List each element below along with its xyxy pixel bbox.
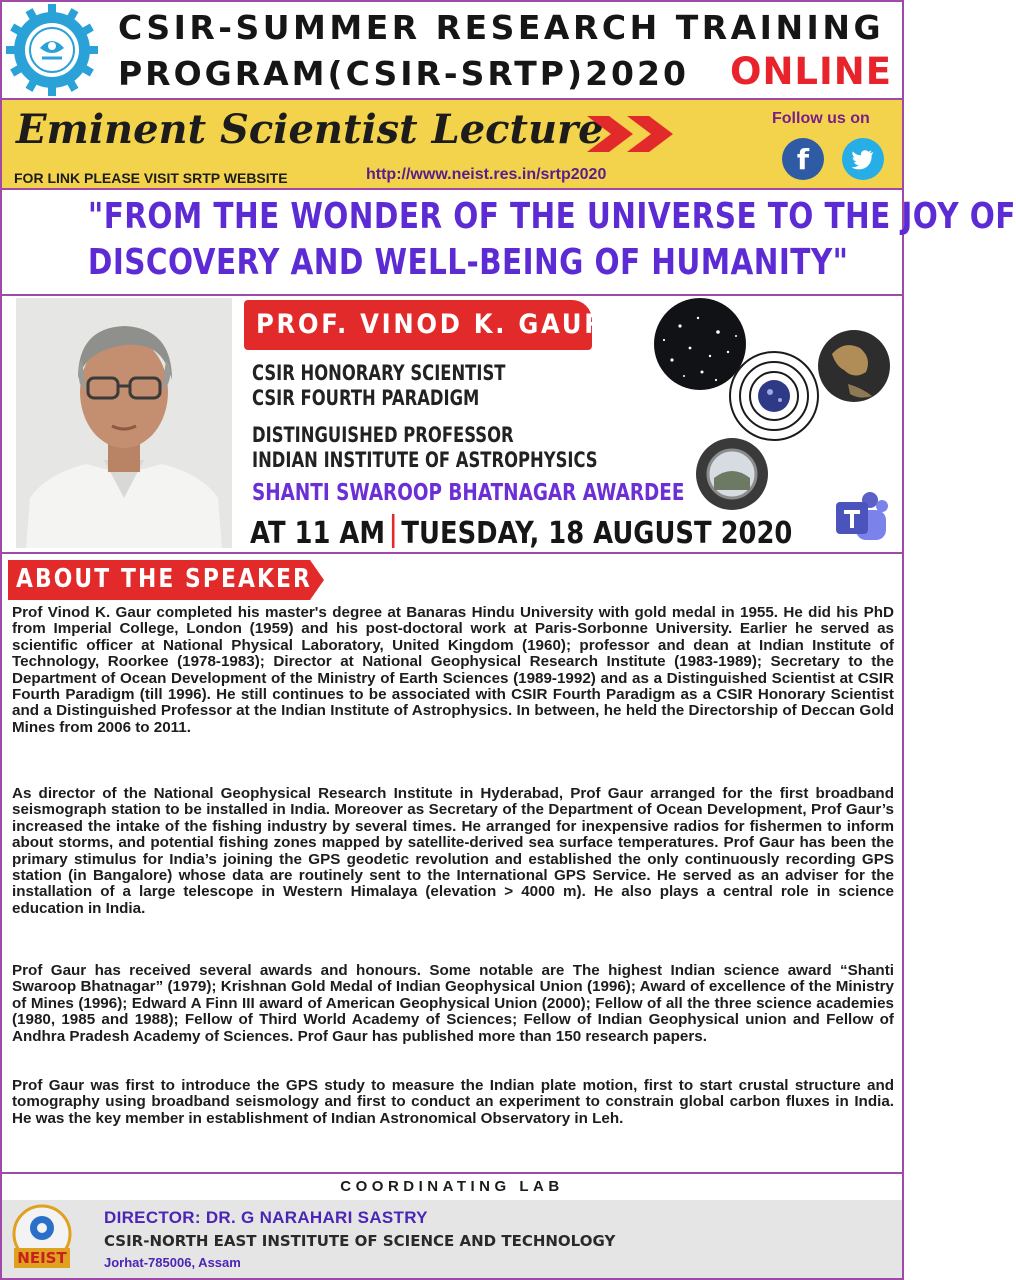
lecture-title-line2: DISCOVERY AND WELL-BEING OF HUMANITY" bbox=[87, 242, 849, 283]
coordinating-lab-label: COORDINATING LAB bbox=[340, 1178, 564, 1195]
speaker-role: DISTINGUISHED PROFESSOR bbox=[252, 423, 514, 447]
speaker-role: CSIR HONORARY SCIENTIST bbox=[252, 361, 506, 385]
program-title-line2: PROGRAM(CSIR-SRTP)2020 bbox=[118, 54, 689, 93]
divider bbox=[2, 1172, 902, 1174]
bio-paragraph: As director of the National Geophysical Research Institute in Hyderabad, Prof Gaur arranged for the first broadband seismograph station to be installed in India. Moreover as Secretary of the Department of Ocean Development, Prof Gaur’s increased the intake of the fishing industry by several times. He arranged for inexpensive radios for fishermen to inform about storms, and potential fishing zones mapped by satellite-derived sea surface temperatures. Prof Gaur has been the primary stimulus for India’s joining the GPS geodetic revolution and established the only continuously recording GPS station (in Bangalore) whose data are routinely sent to the International GPS Service. He served as an adviser for the installation of a large telescope in Western Himalaya (elevation > 4000 m). He also plays a central role in science education in India. bbox=[12, 785, 894, 917]
speaker-name: PROF. VINOD K. GAUR bbox=[256, 309, 606, 340]
speaker-award: SHANTI SWAROOP BHATNAGAR AWARDEE bbox=[252, 480, 685, 506]
institute-name: CSIR-NORTH EAST INSTITUTE OF SCIENCE AND TECHNOLOGY bbox=[104, 1232, 616, 1250]
speaker-photo bbox=[16, 298, 232, 548]
csir-logo-icon bbox=[6, 4, 98, 96]
earth-globe-icon bbox=[818, 330, 890, 402]
follow-us-label: Follow us on bbox=[772, 110, 870, 127]
lecture-title-line1: "FROM THE WONDER OF THE UNIVERSE TO THE JOY OF bbox=[87, 196, 1016, 237]
separator bbox=[392, 514, 395, 548]
star-field-icon bbox=[654, 298, 746, 390]
cosmos-illustration bbox=[640, 296, 896, 552]
facebook-icon[interactable]: f bbox=[782, 138, 824, 180]
link-note: FOR LINK PLEASE VISIT SRTP WEBSITE bbox=[14, 170, 288, 186]
lecture-time: AT 11 AM bbox=[250, 516, 386, 551]
online-label: ONLINE bbox=[729, 50, 892, 93]
bio-paragraph: Prof Gaur was first to introduce the GPS study to measure the Indian plate motion, first to start crustal structure and tomography using broadband seismology and first to conduct an experiment to constrain global carbon fluxes in India. He was the key member in establishment of Indian Astronomical Observatory in Leh. bbox=[12, 1077, 894, 1127]
lecture-banner bbox=[2, 98, 902, 190]
divider bbox=[2, 552, 902, 554]
about-heading: ABOUT THE SPEAKER bbox=[16, 564, 312, 594]
neist-logo-text: NEIST bbox=[17, 1249, 67, 1267]
director-name: DIRECTOR: DR. G NARAHARI SASTRY bbox=[104, 1208, 428, 1227]
double-chevron-icon bbox=[587, 116, 687, 152]
twitter-icon[interactable] bbox=[842, 138, 884, 180]
microsoft-teams-icon bbox=[836, 492, 888, 540]
srtp-url-link[interactable]: http://www.neist.res.in/srtp2020 bbox=[366, 166, 607, 183]
lecture-title bbox=[87, 194, 1016, 286]
bio-paragraph: Prof Vinod K. Gaur completed his master's degree at Banaras Hindu University with gold medal in 1955. He did his PhD from Imperial College, London (1959) and his post-doctoral work at Paris-Sorbonne University. Earlier he served as scientific officer at National Physical Laboratory, United Kingdom (1960); professor and dean at Indian Institute of Technology, Roorkee (1978-1983); Director at National Geophysical Research Institute (1983-1989); Secretary to the Department of Ocean Development of the Ministry of Earth Sciences (1989-1992) and as a Distinguished Scientist at CSIR Fourth Paradigm (till 1996). He still continues to be associated with CSIR Fourth Paradigm as a CSIR Honorary Scientist and a Distinguished Professor at the Indian Institute of Astrophysics. In between, he held the Directorship of Deccan Gold Mines from 2006 to 2011. bbox=[12, 604, 894, 736]
bio-paragraph: Prof Gaur has received several awards and honours. Some notable are The highest Indian science award “Shanti Swaroop Bhatnagar” (1979); Krishnan Gold Medal of Indian Geophysical Union (1996); Award of excellence of the Ministry of Mines (1996); Edward A Finn III award of American Geophysical Union (2000); Fellow of all the three science academies (1980, 1985 and 1988); Fellow of Third World Academy of Sciences; Fellow of Indian Geophysical union and Fellow of Andhra Pradesh Academy of Sciences. Prof Gaur has published more than 150 research papers. bbox=[12, 962, 894, 1045]
speaker-role: CSIR FOURTH PARADIGM bbox=[252, 386, 480, 410]
lens-hand-icon bbox=[696, 438, 768, 510]
institute-address: Jorhat-785006, Assam bbox=[104, 1255, 241, 1270]
speaker-role: INDIAN INSTITUTE OF ASTROPHYSICS bbox=[252, 448, 598, 472]
program-title-line1: CSIR-SUMMER RESEARCH TRAINING bbox=[118, 8, 885, 47]
neist-logo-icon bbox=[6, 1204, 78, 1274]
lecture-date: TUESDAY, 18 AUGUST 2020 bbox=[401, 516, 793, 551]
series-title: Eminent Scientist Lecture bbox=[16, 106, 604, 153]
